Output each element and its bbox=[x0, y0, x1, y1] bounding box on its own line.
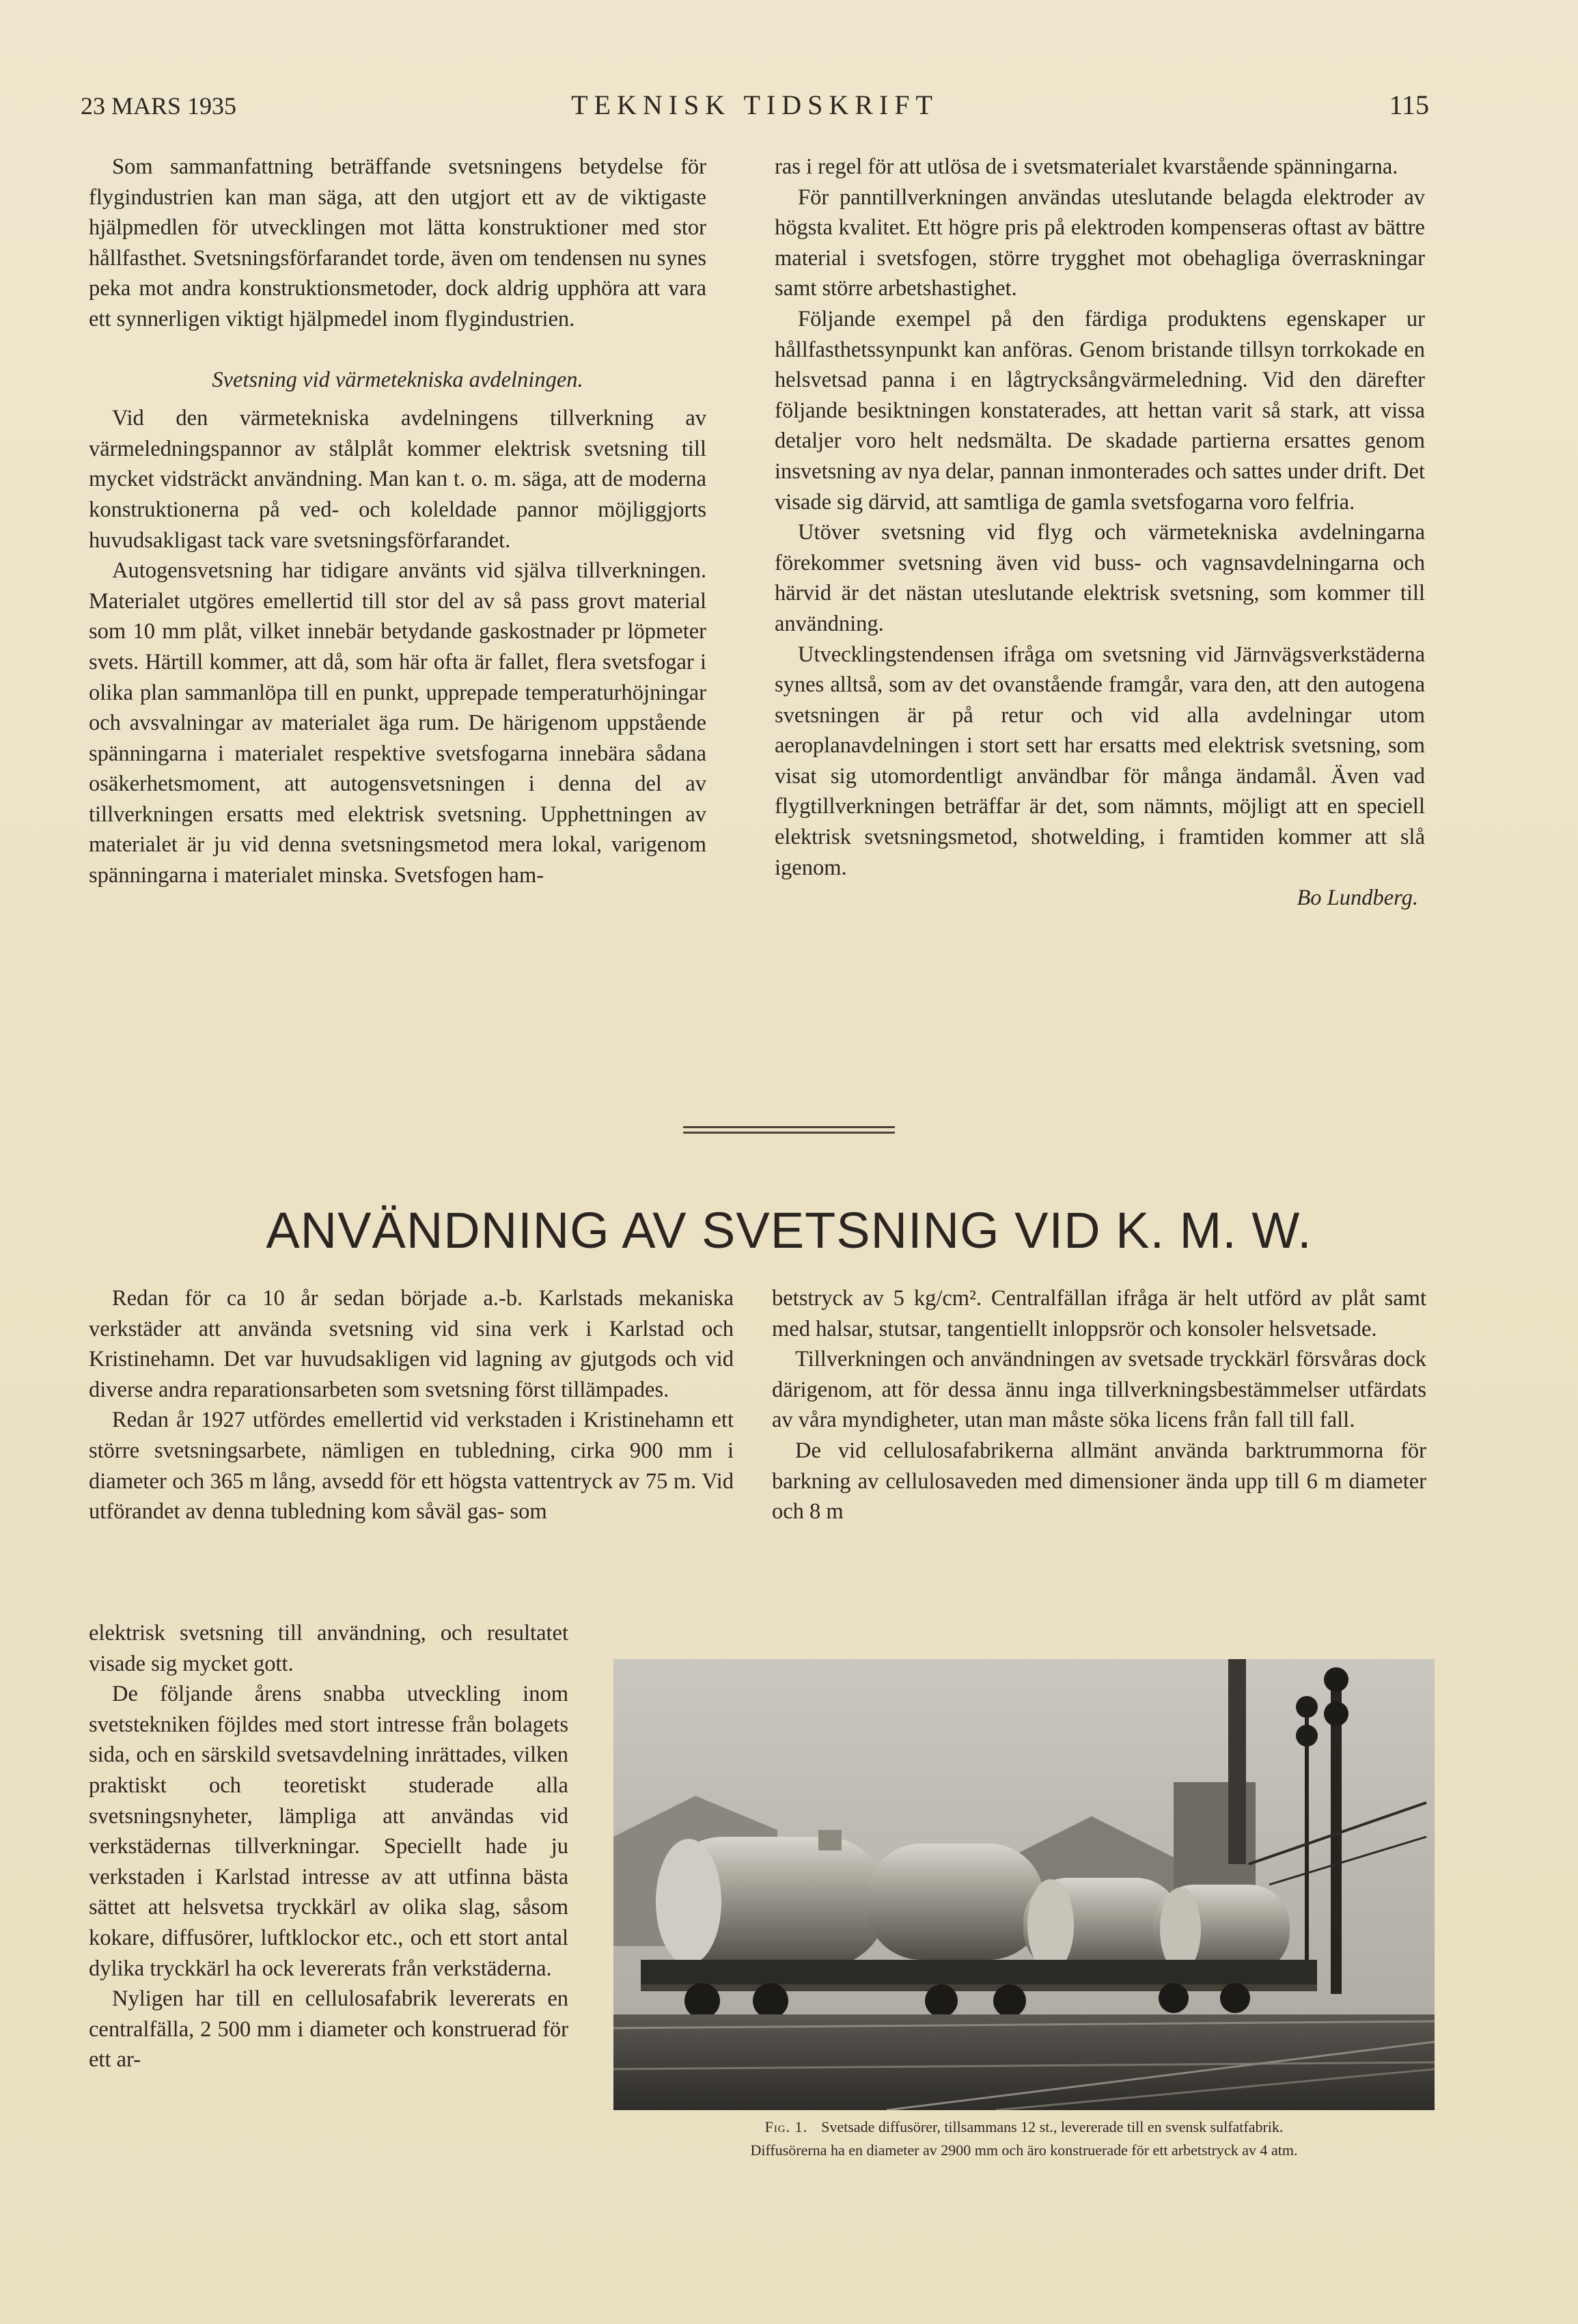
section-divider-top bbox=[683, 1126, 895, 1128]
paragraph: Redan år 1927 utfördes emellertid vid verkstaden i Kristinehamn ett större svetsningsarbete, nämligen en tubledning, cirka 900 mm i diameter och 365 m lång, avsedd för ett högsta vattentryck av 75 m. Vid utförandet av denna tubledning kom såväl gas- som bbox=[89, 1408, 734, 1525]
paragraph: Tillverkningen och användningen av svetsade tryckkärl försvåras dock därigenom, att för dessa ännu inga tillverkningsbestämmelser utfärdats av våra myndigheter, utan man måste söka licens från fall till fall. bbox=[772, 1347, 1426, 1433]
paragraph: Följande exempel på den färdiga produktens egenskaper ur hållfasthetssynpunkt kan anföras. Genom bristande tillsyn torrkokade en helsvetsad panna i en lågtrycksångvärmeledning. Vid den därefter följande besiktningen konstaterades, att hettan varit så stark, att vissa detaljer voro helt nedsmälta. De skadade partierna ersattes genom insvetsning av nya delar, pannan inmonterades och sattes under drift. Det visade sig därvid, att samtliga de gamla svetsfogarna voro felfria. bbox=[775, 306, 1425, 515]
author-signature: Bo Lundberg. bbox=[1297, 886, 1418, 911]
paragraph: Som sammanfattning beträffande svetsningens betydelse för flygindustrien kan man säga, att den utgjort ett av de viktigaste hjälpmedlen för utvecklingen mot lätta konstruktioner med stor hållfasthet. Svetsningsförfarandet torde, även om tendensen nu synes peka mot andra konstruktionsmetoder, dock aldrig upphöra att vara ett synnerligen viktigt hjälpmedel inom flygindustrien. bbox=[89, 154, 706, 331]
paragraph: För panntillverkningen användas uteslutande belagda elektroder av högsta kvalitet. Ett högre pris på elektroden kompenseras oftast av bättre material i svetsfogen, större trygghet mot obehagliga överraskningar samt större arbetshastighet. bbox=[775, 184, 1425, 301]
paragraph: Redan för ca 10 år sedan började a.-b. Karlstads mekaniska verkstäder att använda svetsning vid sina verk i Karlstad och Kristinehamn. Det var huvudsakligen vid lagning av gjutgods och vid diverse andra reparationsarbeten som svetsning först tillämpades. bbox=[89, 1286, 734, 1402]
paragraph: ras i regel för att utlösa de i svetsmaterialet kvarstående spänningarna. bbox=[775, 154, 1398, 179]
caption-line-1: Svetsade diffusörer, tillsammans 12 st., levererade till en svensk sulfatfabrik. bbox=[821, 2118, 1284, 2135]
figure-photograph bbox=[613, 1659, 1435, 2110]
paragraph: De vid cellulosafabrikerna allmänt använda barktrummorna för barkning av cellulosaveden med dimensioner ända upp till 6 m diameter och 8 m bbox=[772, 1438, 1426, 1525]
paragraph: Autogensvetsning har tidigare använts vid själva tillverkningen. Materialet utgöres emellertid till stor del av så pass grovt material som 10 mm plåt, vilket innebär betydande gaskostnader pr löpmeter svets. Härtill kommer, att då, som här ofta är fallet, flera svetsfogar i olika plan sammanlöpa till en punkt, upprepade temperaturhöjningar och avsvalningar av materialet äga rum. De härigenom uppstående spänningarna i materialet respektive svetsfogarna innebära sådana osäkerhetsmoment, att autogensvetsningen i denna del av tillverkningen ersatts med elektrisk svetsning. Upphettningen av materialet är ju vid denna svetsningsmetod mera lokal, varigenom spänningarna i materialet minska. Svetsfogen ham- bbox=[89, 558, 706, 888]
page-header bbox=[81, 87, 1429, 128]
article2-left-column-top bbox=[89, 1283, 734, 1527]
figure-caption bbox=[613, 2116, 1435, 2162]
section1-right-column bbox=[775, 152, 1425, 914]
paragraph: betstryck av 5 kg/cm². Centralfällan ifråga är helt utförd av plåt samt med halsar, stutsar, tangentiellt inloppsrör och konsoler helsvetsade. bbox=[772, 1286, 1426, 1341]
figure-label: Fig. 1. bbox=[764, 2118, 808, 2135]
journal-name: TEKNISK TIDSKRIFT bbox=[571, 90, 939, 120]
paragraph: elektrisk svetsning till användning, och resultatet visade sig mycket gott. bbox=[89, 1621, 568, 1676]
article2-right-column bbox=[772, 1283, 1426, 1527]
paragraph: Vid den värmetekniska avdelningens tillverkning av värmeledningspannor av stålplåt kommer elektrisk svetsning till mycket vidsträckt användning. Man kan t. o. m. säga, att de moderna konstruktionerna på ved- och koleldade pannor möjliggjorts huvudsakligast tack vare svetsningsförfarandet. bbox=[89, 406, 706, 553]
section-subheading: Svetsning vid värmetekniska avdelningen. bbox=[212, 367, 583, 392]
paragraph: Utöver svetsning vid flyg och värmetekniska avdelningarna förekommer svetsning även vid buss- och vagnsavdelningarna och härvid är det nästan uteslutande elektrisk svetsning, som kommer till användning. bbox=[775, 520, 1425, 636]
page-number: 115 bbox=[1389, 90, 1429, 120]
article2-left-column-bottom bbox=[89, 1618, 568, 2075]
section1-left-column bbox=[89, 152, 706, 891]
signature-line bbox=[775, 883, 1425, 914]
paragraph: Utvecklingstendensen ifråga om svetsning vid Järnvägsverkstäderna synes alltså, som av det ovanstående framgår, vara den, att den autogena svetsningen är på retur och vid alla avdelningar utom aeroplanavdelningen i stort sett har ersatts med elektrisk svetsning, som visat sig utomordentligt användbar för många ändamål. Även vad flygtillverkningen beträffar är det, som nämnts, möjligt att en speciell elektrisk svetsningsmetod, shotwelding, i framtiden kommer att slå igenom. bbox=[775, 642, 1425, 880]
paragraph: De följande årens snabba utveckling inom svetstekniken föjldes med stort intresse från bolagets sida, och en särskild svetsavdelning inrättades, vilken praktiskt och teoretiskt studerade alla svetsningsnyheter, lämpliga att användas vid verkstädernas tillverkningar. Speciellt hade ju verkstaden i Karlstad intresse av att utfinna bästa sättet att helsvetsa tryckkärl av olika slag, såsom kokare, diffusörer, luftklockor etc., och ett stort antal dylika tryckkärl ha ock levererats från verkstäderna. bbox=[89, 1682, 568, 1981]
article-title: ANVÄNDNING AV SVETSNING VID K. M. W. bbox=[266, 1202, 1312, 1259]
issue-date: 23 MARS 1935 bbox=[81, 92, 237, 120]
railway-diffusers-photo bbox=[613, 1659, 1435, 2110]
paragraph: Nyligen har till en cellulosafabrik levererats en centralfälla, 2 500 mm i diameter och konstruerad för ett ar- bbox=[89, 1986, 568, 2073]
caption-line-2: Diffusörerna ha en diameter av 2900 mm och äro konstruerade för ett arbetstryck av 4 atm. bbox=[750, 2142, 1298, 2159]
section-divider-bottom bbox=[683, 1132, 895, 1134]
